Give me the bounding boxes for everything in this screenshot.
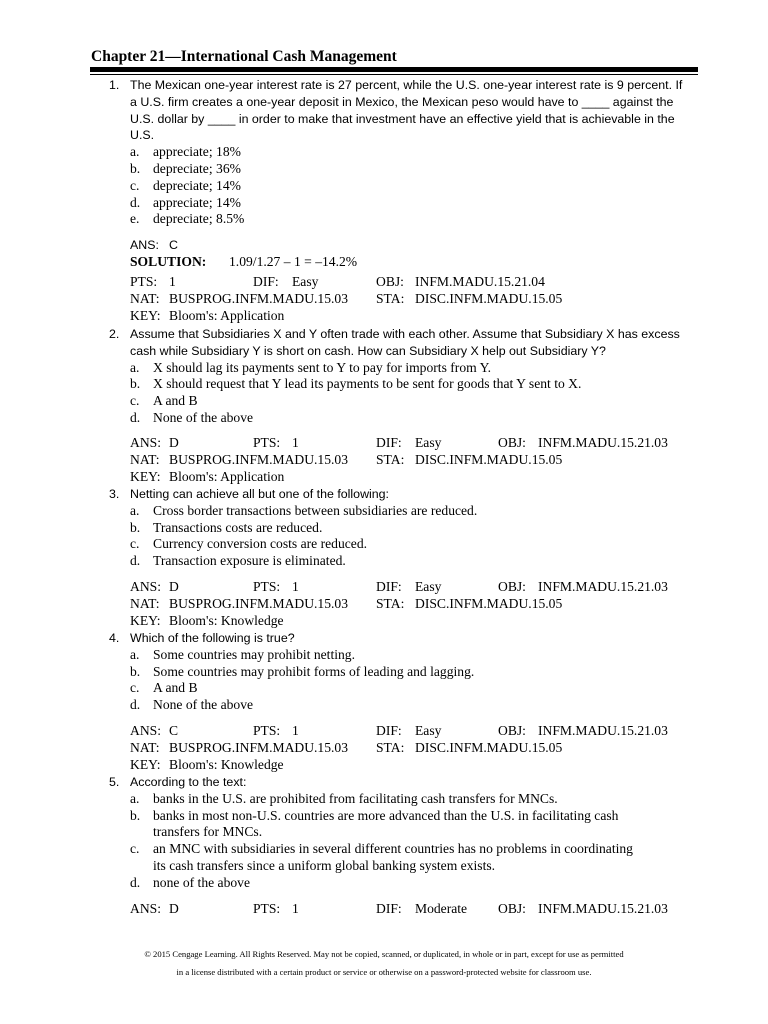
key-label: KEY: [130,468,161,484]
nat-label: NAT: [130,595,160,611]
question-stem-line: Netting can achieve all but one of the following: [130,487,389,501]
choice-text: appreciate; 14% [153,194,241,210]
question-number: 2. [109,327,120,341]
question-stem-line: Assume that Subsidiaries X and Y often trade with each other. Assume that Subsidiary X has excess [130,327,680,341]
choice-text: banks in most non-U.S. countries are more advanced than the U.S. in facilitating cash [153,807,619,823]
ans-value: C [169,723,179,738]
dif-label: DIF: [376,579,402,594]
copyright-line-1: © 2015 Cengage Learning. All Rights Reserved. May not be copied, scanned, or duplicated, in whole or in part, except for use as permitted [144,949,624,959]
question-number: 1. [109,78,120,92]
question-stem-line: U.S. dollar by ____ in order to make that investment have an effective yield that is achievable in the [130,111,675,126]
pts-label: PTS: [130,274,158,289]
obj-value: INFM.MADU.15.21.03 [538,579,668,594]
choice-letter: d. [130,410,141,425]
question-number: 3. [109,487,120,501]
sta-label: STA: [376,595,405,611]
ans-value: D [169,435,179,450]
obj-label: OBJ: [498,901,526,916]
dif-label: DIF: [376,435,402,450]
key-value: Bloom's: Knowledge [169,756,284,772]
choice-text-continued: its cash transfers since a uniform global banking system exists. [153,858,496,873]
copyright-line-2: in a license distributed with a certain product or service or otherwise on a password-protected website for classroom use. [176,967,592,977]
question-stem-line: Which of the following is true? [130,631,295,645]
sta-label: STA: [376,290,405,306]
dif-value: Easy [415,435,442,450]
choice-text: none of the above [153,874,251,890]
choice-text: appreciate; 18% [153,144,241,160]
choice-letter: a. [130,359,140,375]
choice-letter: c. [130,841,140,857]
choice-text: Cross border transactions between subsidiaries are reduced. [153,502,478,518]
choice-text: None of the above [153,410,254,425]
question-stem-line: U.S. [130,128,155,143]
obj-value: INFM.MADU.15.21.03 [538,723,668,738]
ans-label: ANS: [130,579,161,594]
choice-text: an MNC with subsidiaries in several different countries has no problems in coordinating [153,841,633,857]
obj-value: INFM.MADU.15.21.03 [538,901,668,916]
obj-label: OBJ: [376,274,404,289]
choice-text: None of the above [153,697,254,713]
dif-value: Easy [415,579,442,594]
choice-text: Currency conversion costs are reduced. [153,536,368,552]
nat-value: BUSPROG.INFM.MADU.15.03 [169,451,349,467]
choice-letter: c. [130,393,140,409]
sta-value: DISC.INFM.MADU.15.05 [415,739,563,755]
pts-value: 1 [169,274,176,289]
choice-letter: a. [130,144,140,160]
choice-letter: e. [130,211,140,227]
nat-value: BUSPROG.INFM.MADU.15.03 [169,290,349,306]
dif-value: Easy [415,723,442,738]
choice-letter: d. [130,553,141,569]
question-stem-line: According to the text: [130,775,247,789]
choice-letter: b. [130,161,141,176]
sta-value: DISC.INFM.MADU.15.05 [415,451,563,467]
nat-label: NAT: [130,451,160,467]
choice-text: Transaction exposure is eliminated. [153,553,346,569]
key-label: KEY: [130,612,161,628]
ans-value: C [169,238,178,252]
obj-label: OBJ: [498,579,526,594]
ans-value: D [169,579,179,594]
choice-text: X should request that Y lead its payments to be sent for goods that Y sent to X. [153,376,582,392]
dif-value: Moderate [415,901,468,916]
choice-letter: b. [130,519,141,535]
key-label: KEY: [130,756,161,772]
choice-letter: d. [130,697,141,713]
choice-letter: c. [130,536,140,552]
choice-text: A and B [153,680,198,696]
pts-value: 1 [292,901,299,916]
choice-letter: b. [130,807,141,823]
nat-value: BUSPROG.INFM.MADU.15.03 [169,739,349,755]
pts-value: 1 [292,723,299,738]
dif-value: Easy [292,274,319,289]
question-stem-line: a U.S. firm creates a one-year deposit in Mexico, the Mexican peso would have to ____ against the [130,94,674,109]
choice-text: X should lag its payments sent to Y to pay for imports from Y. [153,359,492,375]
title-rule-thick [90,67,698,72]
choice-text: Some countries may prohibit netting. [153,646,355,662]
choice-letter: a. [130,646,140,662]
title-rule-thin [90,74,698,75]
choice-text: depreciate; 36% [153,161,241,176]
question-number: 5. [109,775,120,789]
sta-value: DISC.INFM.MADU.15.05 [415,290,563,306]
choice-letter: c. [130,680,140,696]
obj-label: OBJ: [498,435,526,450]
pts-value: 1 [292,579,299,594]
ans-label: ANS: [130,238,159,252]
key-label: KEY: [130,307,161,323]
choice-letter: b. [130,663,141,679]
choice-letter: d. [130,874,141,890]
obj-value: INFM.MADU.15.21.04 [415,274,545,289]
choice-text: banks in the U.S. are prohibited from facilitating cash transfers for MNCs. [153,790,558,806]
sta-label: STA: [376,739,405,755]
pts-label: PTS: [253,579,281,594]
choice-text: A and B [153,393,198,409]
nat-value: BUSPROG.INFM.MADU.15.03 [169,595,349,611]
choice-letter: d. [130,194,141,210]
question-number: 4. [109,631,120,645]
sta-label: STA: [376,451,405,467]
pts-value: 1 [292,435,299,450]
ans-label: ANS: [130,901,161,916]
choice-letter: b. [130,376,141,392]
obj-value: INFM.MADU.15.21.03 [538,435,668,450]
ans-label: ANS: [130,723,161,738]
choice-letter: a. [130,502,140,518]
choice-letter: a. [130,790,140,806]
choice-text: Some countries may prohibit forms of leading and lagging. [153,663,475,679]
key-value: Bloom's: Application [169,307,285,323]
ans-value: D [169,901,179,916]
pts-label: PTS: [253,435,281,450]
choice-text: depreciate; 8.5% [153,211,245,227]
choice-text: Transactions costs are reduced. [153,519,323,535]
choice-letter: c. [130,177,140,193]
solution-value: 1.09/1.27 – 1 = –14.2% [229,254,358,269]
dif-label: DIF: [376,723,402,738]
dif-label: DIF: [253,274,279,289]
question-stem-line: cash while Subsidiary Y is short on cash. How can Subsidiary X help out Subsidiary Y? [130,343,606,358]
nat-label: NAT: [130,290,160,306]
key-value: Bloom's: Knowledge [169,612,284,628]
solution-label: SOLUTION: [130,254,207,269]
dif-label: DIF: [376,901,402,916]
choice-text-continued: transfers for MNCs. [153,824,263,840]
sta-value: DISC.INFM.MADU.15.05 [415,595,563,611]
pts-label: PTS: [253,901,281,916]
obj-label: OBJ: [498,723,526,738]
question-stem-line: The Mexican one-year interest rate is 27 percent, while the U.S. one-year interest rate is 9 percent. If [130,78,683,92]
nat-label: NAT: [130,739,160,755]
pts-label: PTS: [253,723,281,738]
ans-label: ANS: [130,435,161,450]
key-value: Bloom's: Application [169,468,285,484]
choice-text: depreciate; 14% [153,177,241,193]
chapter-title: Chapter 21—International Cash Management [91,48,397,65]
